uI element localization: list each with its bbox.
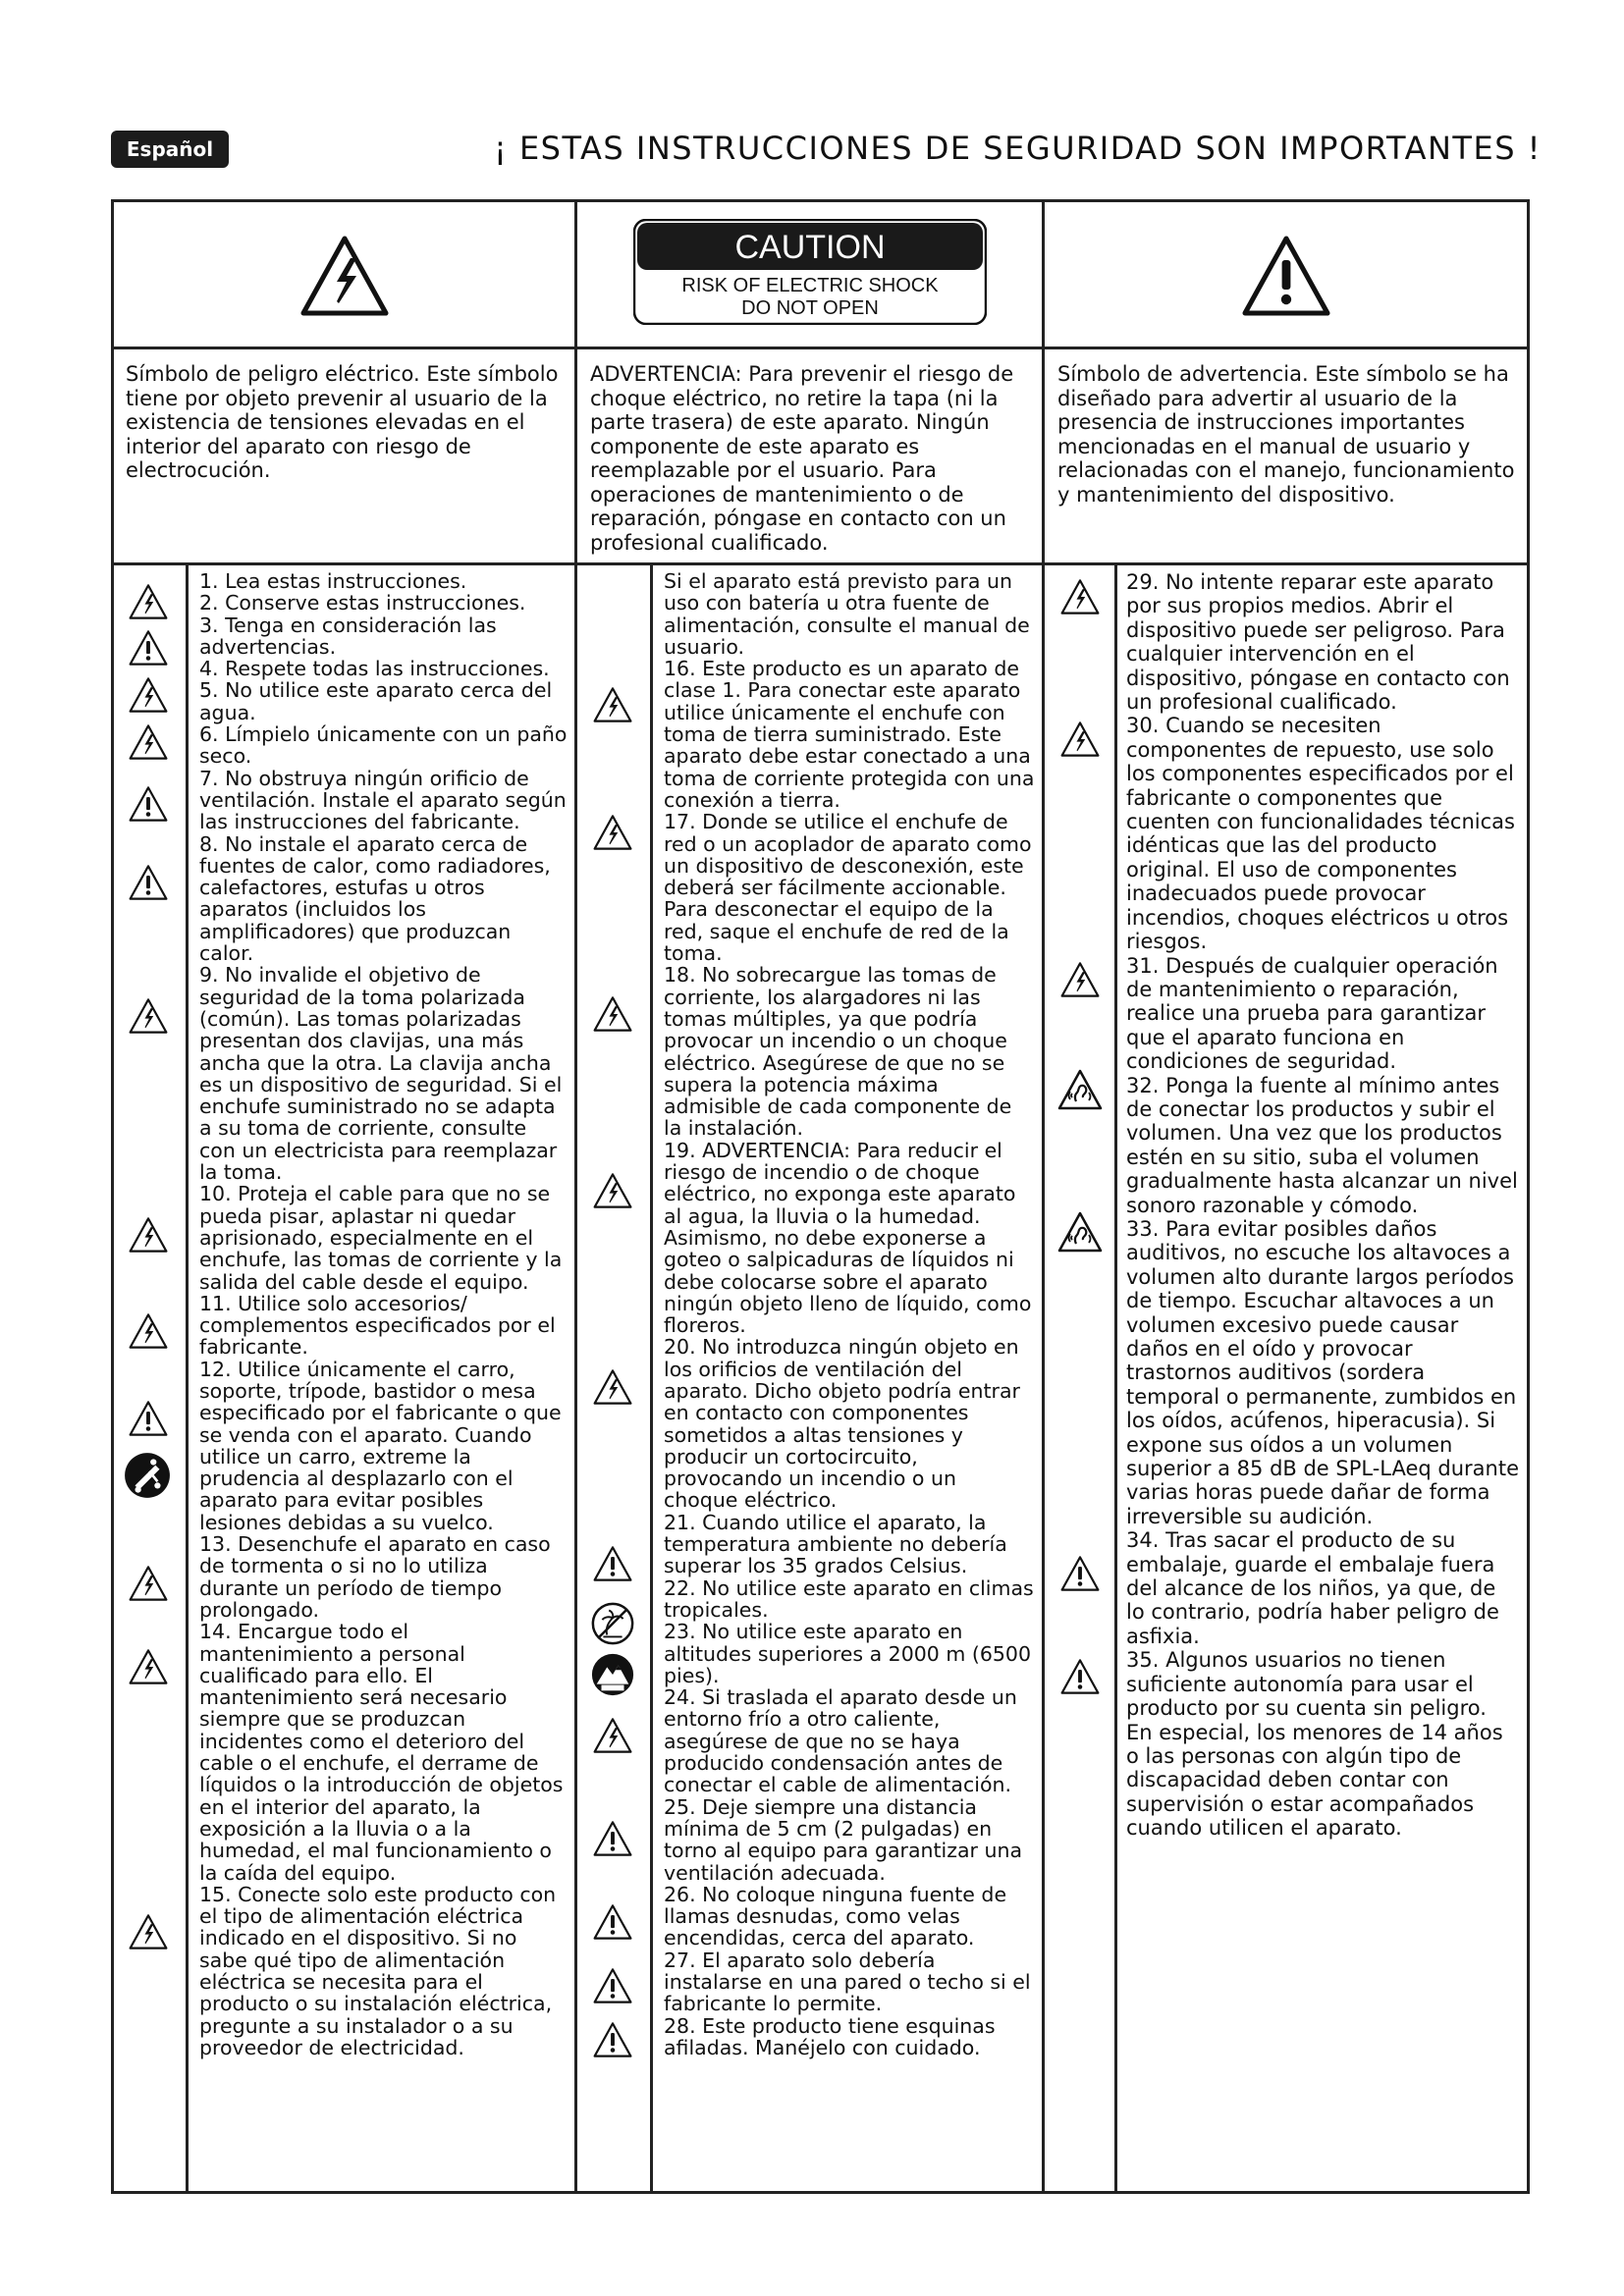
instruction-item: 19. ADVERTENCIA: Para reducir el riesgo de incendio o de choque eléctrico, no exponga este aparato al agua, la lluvia o la humedad. Asimismo, no debe exponerse a goteo o salpicaduras de líquidos ni debe colocarse sobre el aparato ningún objeto lleno de líquido, como floreros. <box>664 1138 1032 1338</box>
electric-triangle-icon <box>1059 577 1101 616</box>
cart-tip-over-icon <box>123 1451 172 1500</box>
electric-symbol-description: Símbolo de peligro eléctrico. Este símbolo tiene por objeto prevenir al usuario de la existencia de tensiones elevadas en el interior del aparato con riesgo de electrocución. <box>126 362 559 482</box>
no-tropical-climate-icon <box>590 1601 635 1646</box>
electric-triangle-icon <box>592 994 633 1034</box>
caution-label <box>577 219 1042 325</box>
electric-triangle-icon <box>128 1912 169 1951</box>
instruction-item: 5. No utilice este aparato cerca del agua. <box>199 678 553 724</box>
instruction-item: 13. Desenchufe el aparato en caso de tormenta o si no lo utiliza durante un período de tiempo prolongado. <box>199 1532 551 1622</box>
instruction-item: 26. No coloque ninguna fuente de llamas desnudas, como velas encendidas, cerca del aparato. <box>664 1882 1007 1950</box>
caution-description: ADVERTENCIA: Para prevenir el riesgo de choque eléctrico, no retire la tapa (ni la parte trasera) de este aparato. Ningún componente de este aparato es reemplazable por el usuario. Para operaciones de mantenimiento o de reparación, póngase en contacto con un profesional cualificado. <box>590 362 1014 555</box>
instruction-item: 12. Utilice únicamente el carro, soporte, trípode, bastidor o mesa especificado por el fabricante o que se venda con el aparato. Cuando utilice un carro, extreme la prudencia al desplazarlo con el aparato para evitar posibles lesiones debidas a su vuelco. <box>199 1357 562 1534</box>
exclamation-triangle-icon <box>592 1819 633 1858</box>
electric-triangle-icon <box>128 1311 169 1351</box>
page-title: ¡ ESTAS INSTRUCCIONES DE SEGURIDAD SON IMPORTANTES ! <box>493 130 1542 167</box>
instruction-item: 4. Respete todas las instrucciones. <box>199 657 550 681</box>
instruction-item: 31. Después de cualquier operación de mantenimiento o reparación, realice una prueba para garantizar que el aparato funciona en condiciones de seguridad. <box>1126 953 1498 1074</box>
electric-triangle-icon <box>1059 960 1101 999</box>
instructions-column-1 <box>199 570 568 2058</box>
instruction-item: 32. Ponga la fuente al mínimo antes de conectar los productos y subir el volumen. Una vez que los productos estén en su sitio, suba el volumen gradualmente hasta alcanzar un nivel sonoro razonable y cómodo. <box>1126 1073 1518 1217</box>
instruction-item: 18. No sobrecargue las tomas de corriente, los alargadores ni las tomas múltiples, ya que podría provocar un incendio o un choque eléctrico. Asegúrese de que no se supera la potencia máxima admisible de cada componente de la instalación. <box>664 963 1012 1141</box>
instruction-item: 29. No intente reparar este aparato por sus propios medios. Abrir el dispositivo puede ser peligroso. Para cualquier intervención en el dispositivo, póngase en contacto con un profesional cualificado. <box>1126 570 1510 715</box>
electric-triangle-icon <box>128 1647 169 1686</box>
instruction-item: 6. Límpielo únicamente con un paño seco. <box>199 722 568 769</box>
exclamation-triangle-icon <box>592 1966 633 2005</box>
instruction-item: 24. Si traslada el aparato desde un entorno frío a otro caliente, asegúrese de que no se haya producido condensación antes de conectar el cable de alimentación. <box>664 1685 1017 1797</box>
electric-triangle-icon <box>128 1564 169 1603</box>
instruction-item: 20. No introduzca ningún objeto en los orificios de ventilación del aparato. Dicho objeto podría entrar en contacto con componentes sometidos a altas tensiones y producir un cortocircuito, provocando un incendio o un choque eléctrico. <box>664 1335 1020 1513</box>
electric-triangle-icon <box>592 1716 633 1755</box>
caution-sign <box>633 219 987 325</box>
instruction-item: 34. Tras sacar el producto de su embalaje, guarde el embalaje fuera del alcance de los niños, ya que, de lo contrario, podría haber peligro de asfixia. <box>1126 1528 1499 1648</box>
instruction-item: 27. El aparato solo debería instalarse en una pared o techo si el fabricante lo permite. <box>664 1948 1031 2016</box>
instruction-item: 35. Algunos usuarios no tienen suficiente autonomía para usar el producto por su cuenta sin peligro. En especial, los menores de 14 años o las personas con algún tipo de discapacidad deben contar con supervisión o estar acompañados cuando utilicen el aparato. <box>1126 1648 1503 1841</box>
electric-triangle-icon <box>592 685 633 724</box>
caution-line2: DO NOT OPEN <box>740 297 879 319</box>
instructions-column-2 <box>664 570 1035 2058</box>
instruction-item: 15. Conecte solo este producto con el tipo de alimentación eléctrica indicado en el dispositivo. Si no sabe qué tipo de alimentación eléctrica se necesita para el producto o su instalación eléctrica, pregunte a su instalador o a su proveedor de electricidad. <box>199 1882 557 2059</box>
exclamation-triangle-icon <box>592 2020 633 2059</box>
instruction-item: 28. Este producto tiene esquinas afiladas. Manéjelo con cuidado. <box>664 2013 996 2059</box>
exclamation-triangle-icon <box>1059 1554 1101 1593</box>
instruction-item: 7. No obstruya ningún orificio de ventilación. Instale el aparato según las instrucciones del fabricante. <box>199 766 567 834</box>
caution-line1: RISK OF ELECTRIC SHOCK <box>680 275 939 296</box>
electric-shock-symbol <box>114 229 574 323</box>
warning-symbol-description: Símbolo de advertencia. Este símbolo se ha diseñado para advertir al usuario de la presencia de instrucciones importantes mencionadas en el manual de usuario y relacionadas con el manejo, funcionamiento y mantenimiento del dispositivo. <box>1057 362 1515 507</box>
electric-triangle-icon <box>128 722 169 762</box>
instruction-item: 33. Para evitar posibles daños auditivos, no escuche los altavoces a volumen alto durante largos períodos de tiempo. Escuchar altavoces a un volumen excesivo puede causar daños en el oído y provocar trastornos auditivos (sordera temporal o permanente, zumbidos en los oídos, acúfenos, hiperacusia). Si expone sus oídos a un volumen superior a 85 dB de SPL-LAeq durante varias horas puede dañar de forma irreversible su audición. <box>1126 1216 1520 1528</box>
electric-triangle-icon <box>592 1367 633 1407</box>
instruction-item: 1. Lea estas instrucciones. <box>199 569 467 593</box>
instruction-item: 2. Conserve estas instrucciones. <box>199 591 526 615</box>
instruction-item: 25. Deje siempre una distancia mínima de 5 cm (2 pulgadas) en torno al equipo para garantizar una ventilación adecuada. <box>664 1794 1023 1885</box>
exclamation-triangle-icon <box>592 1902 633 1942</box>
exclamation-triangle-icon <box>1059 1657 1101 1696</box>
instruction-item: 9. No invalide el objetivo de seguridad de la toma polarizada (común). Las tomas polarizadas presentan dos clavijas, una más ancha que la otra. La clavija ancha es un dispositivo de seguridad. Si el enchufe suministrado no se adapta a su toma de corriente, consulte con un electricista para reemplazar la toma. <box>199 963 563 1185</box>
exclamation-triangle-icon <box>592 1544 633 1583</box>
instruction-item: Si el aparato está previsto para un uso con batería u otra fuente de alimentación, consulte el manual de usuario. <box>664 569 1030 659</box>
instruction-item: 8. No instale el aparato cerca de fuentes de calor, como radiadores, calefactores, estufas u otros aparatos (incluidos los amplificadores) que produzcan calor. <box>199 831 551 966</box>
electric-triangle-icon <box>592 1171 633 1210</box>
instruction-item: 21. Cuando utilice el aparato, la temperatura ambiente no debería superar los 35 grados Celsius. <box>664 1510 1007 1578</box>
hearing-warning-icon <box>1056 1068 1105 1111</box>
exclamation-triangle-icon <box>1239 229 1333 323</box>
safety-table <box>111 199 1530 2194</box>
instruction-item: 16. Este producto es un aparato de clase 1. Para conectar este aparato utilice únicamente el enchufe con toma de tierra suministrado. Este aparato debe estar conectado a una toma de corriente protegida con una conexión a tierra. <box>664 657 1035 812</box>
instruction-item: 3. Tenga en consideración las advertencias. <box>199 613 497 659</box>
instruction-item: 17. Donde se utilice el enchufe de red o un acoplador de aparato como un dispositivo de desconexión, este deberá ser fácilmente accionable. Para desconectar el equipo de la red, saque el enchufe de red de la toma. <box>664 810 1032 966</box>
electric-triangle-icon <box>1059 720 1101 759</box>
caution-title: CAUTION <box>734 229 885 266</box>
exclamation-triangle-icon <box>128 628 169 667</box>
instructions-column-3 <box>1126 570 1519 1841</box>
instruction-item: 10. Proteja el cable para que no se pueda pisar, aplastar ni quedar aprisionado, especialmente en el enchufe, las tomas de corriente y la salida del cable desde el equipo. <box>199 1182 563 1294</box>
exclamation-triangle-icon <box>128 863 169 902</box>
instruction-item: 23. No utilice este aparato en altitudes superiores a 2000 m (6500 pies). <box>664 1620 1032 1687</box>
electric-triangle-icon <box>128 675 169 715</box>
electric-triangle-icon <box>128 582 169 621</box>
exclamation-triangle-icon <box>128 1399 169 1438</box>
electric-triangle-icon <box>128 1215 169 1255</box>
language-badge: Español <box>111 131 229 168</box>
instruction-item: 22. No utilice este aparato en climas tropicales. <box>664 1575 1034 1622</box>
instruction-item: 30. Cuando se necesiten componentes de repuesto, use solo los componentes especificados por el fabricante o componentes que cuenten con funcionalidades técnicas idénticas que las del producto original. El uso de componentes inadecuados puede provocar incendios, choques eléctricos u otros riesgos. <box>1126 714 1515 954</box>
electric-shock-triangle-icon <box>298 229 392 323</box>
hearing-warning-icon <box>1056 1210 1105 1254</box>
max-altitude-2000m-icon <box>590 1652 635 1697</box>
electric-triangle-icon <box>592 813 633 852</box>
instruction-item: 11. Utilice solo accesorios/ complementos especificados por el fabricante. <box>199 1291 556 1360</box>
instruction-item: 14. Encargue todo el mantenimiento a personal cualificado para ello. El mantenimiento será necesario siempre que se produzcan incidentes como el deterioro del cable o el enchufe, el derrame de líquidos o la introducción de objetos en el interior del aparato, la exposición a la lluvia o a la humedad, el mal funcionamiento o la caída del equipo. <box>199 1620 564 1885</box>
electric-triangle-icon <box>128 996 169 1036</box>
exclamation-triangle-icon <box>128 784 169 824</box>
warning-symbol <box>1045 229 1527 323</box>
